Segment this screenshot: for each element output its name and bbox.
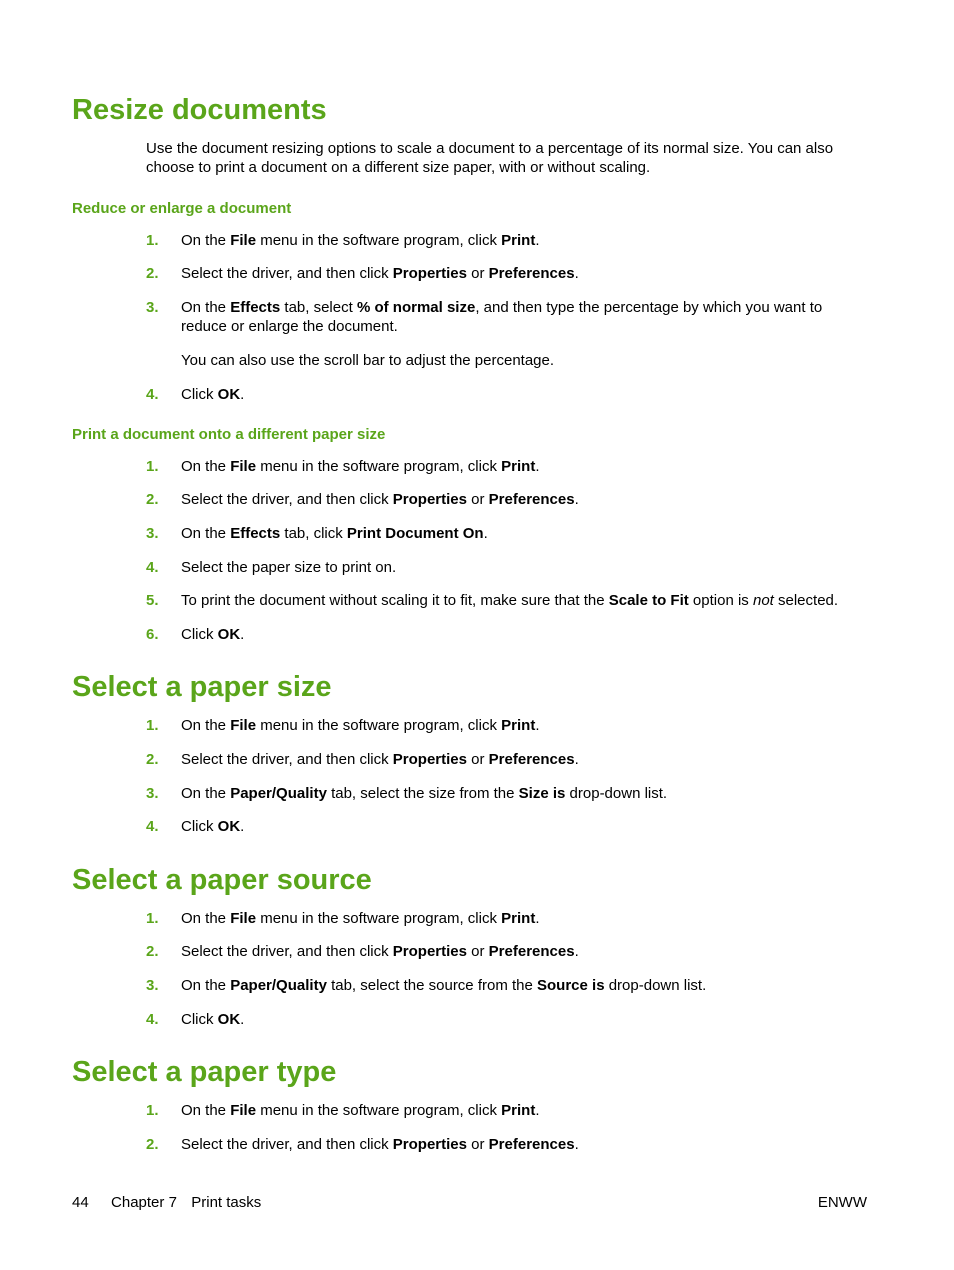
step-number: 3. [146,525,159,542]
step-text: Select the driver, and then click Properties or Preferences. [181,943,579,960]
step-number: 4. [146,1011,159,1028]
step-text: To print the document without scaling it to fit, make sure that the Scale to Fit option is not selected. [181,592,839,609]
intro-line-2: choose to print a document on a different size paper, with or without scaling. [146,159,651,176]
step-text: On the File menu in the software program, click Print. [181,458,540,475]
step-number: 4. [146,559,159,576]
step-text: On the Effects tab, click Print Document On. [181,525,488,542]
step-number: 1. [146,910,159,927]
footer-chapter: Chapter 7 [111,1194,177,1211]
step-number: 4. [146,386,159,403]
step-text: On the Paper/Quality tab, select the size from the Size is drop-down list. [181,785,668,802]
heading-select-paper-source: Select a paper source [72,864,372,896]
step-number: 2. [146,943,159,960]
subheading-reduce-enlarge: Reduce or enlarge a document [72,200,292,217]
step-text: Click OK. [181,1011,245,1028]
footer-chapter-title: Print tasks [191,1194,262,1211]
step-text: Click OK. [181,818,245,835]
step-number: 1. [146,458,159,475]
heading-select-paper-size: Select a paper size [72,671,332,703]
heading-select-paper-type: Select a paper type [72,1056,337,1088]
step-text: Click OK. [181,386,245,403]
step-text: Click OK. [181,626,245,643]
footer-right: ENWW [817,1194,867,1211]
step-number: 2. [146,491,159,508]
step-number: 4. [146,818,159,835]
step-text: Select the driver, and then click Properties or Preferences. [181,265,579,282]
heading-resize-documents: Resize documents [72,94,327,126]
step-text: Select the driver, and then click Properties or Preferences. [181,491,579,508]
step-text: Select the driver, and then click Properties or Preferences. [181,751,579,768]
step-number: 1. [146,1102,159,1119]
step-number: 2. [146,1136,159,1153]
step-number: 6. [146,626,159,643]
intro-paragraph [146,139,886,177]
step-note: You can also use the scroll bar to adjust the percentage. [181,352,555,369]
step-number: 1. [146,232,159,249]
step-text: On the File menu in the software program, click Print. [181,717,540,734]
step-number: 3. [146,785,159,802]
step-number: 3. [146,299,159,316]
step-text: On the Paper/Quality tab, select the source from the Source is drop-down list. [181,977,707,994]
subheading-different-paper-size: Print a document onto a different paper size [72,426,386,443]
intro-line-1: Use the document resizing options to scale a document to a percentage of its normal size. You can also [146,140,834,157]
step-number: 3. [146,977,159,994]
step-number: 1. [146,717,159,734]
step-text: On the File menu in the software program, click Print. [181,910,540,927]
step-number: 2. [146,265,159,282]
step-text: Select the driver, and then click Properties or Preferences. [181,1136,579,1153]
step-number: 2. [146,751,159,768]
step-text: On the Effects tab, select % of normal size, and then type the percentage by which you want to reduce or enlarge the document. [181,299,823,335]
step-text: On the File menu in the software program, click Print. [181,1102,540,1119]
footer-page-number: 44 [72,1194,89,1211]
footer-left [72,1193,261,1212]
step-text: Select the paper size to print on. [181,559,397,576]
step-text: On the File menu in the software program, click Print. [181,232,540,249]
step-number: 5. [146,592,159,609]
